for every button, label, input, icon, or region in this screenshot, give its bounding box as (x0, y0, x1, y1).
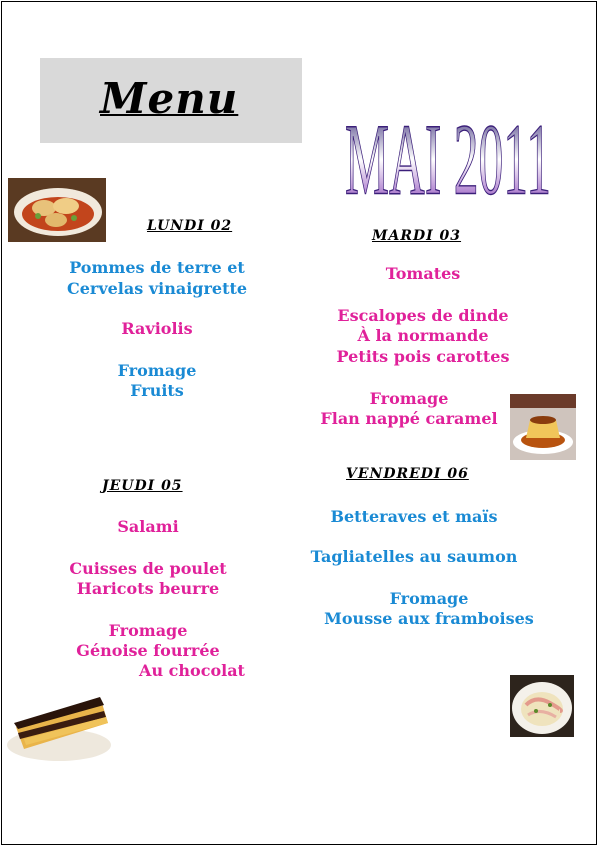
dish-item: Petits pois carottes (336, 347, 510, 366)
month-title-text: MAI 2011 (345, 103, 551, 212)
dish-item: Escalopes de dinde (337, 306, 509, 325)
chocolate-cake-photo (4, 683, 114, 766)
day-label-jeudi: JEUDI 05 (102, 478, 183, 494)
dish-item: Betteraves et maïs (330, 507, 498, 526)
dish-item: Fruits (130, 381, 184, 400)
dish-item: Salami (117, 517, 179, 536)
ravioli-photo (8, 178, 106, 242)
dish-item: Au chocolat (139, 661, 245, 680)
dish-item: Fromage (108, 621, 188, 640)
dish-item: Tomates (385, 264, 461, 283)
dish-item: À la normande (357, 326, 489, 345)
dish-item: Génoise fourrée (76, 641, 220, 660)
dish-item: Mousse aux framboises (324, 609, 534, 628)
dish-item: Fromage (369, 389, 449, 408)
dish-item: Pommes de terre et (69, 258, 245, 277)
menu-title: Menu (100, 74, 239, 123)
dish-item: Haricots beurre (76, 579, 220, 598)
dish-item: Fromage (389, 589, 469, 608)
dish-item: Raviolis (121, 319, 193, 338)
dish-item: Fromage (117, 361, 197, 380)
dish-item: Tagliatelles au saumon (310, 547, 518, 566)
dish-item: Cuisses de poulet (69, 559, 227, 578)
day-label-lundi: LUNDI 02 (147, 218, 233, 234)
dish-item: Flan nappé caramel (320, 409, 498, 428)
day-label-vendredi: VENDREDI 06 (346, 466, 469, 482)
tagliatelle-photo (510, 675, 574, 737)
dish-item: Cervelas vinaigrette (66, 279, 248, 298)
day-label-mardi: MARDI 03 (372, 228, 462, 244)
month-title (338, 72, 558, 212)
